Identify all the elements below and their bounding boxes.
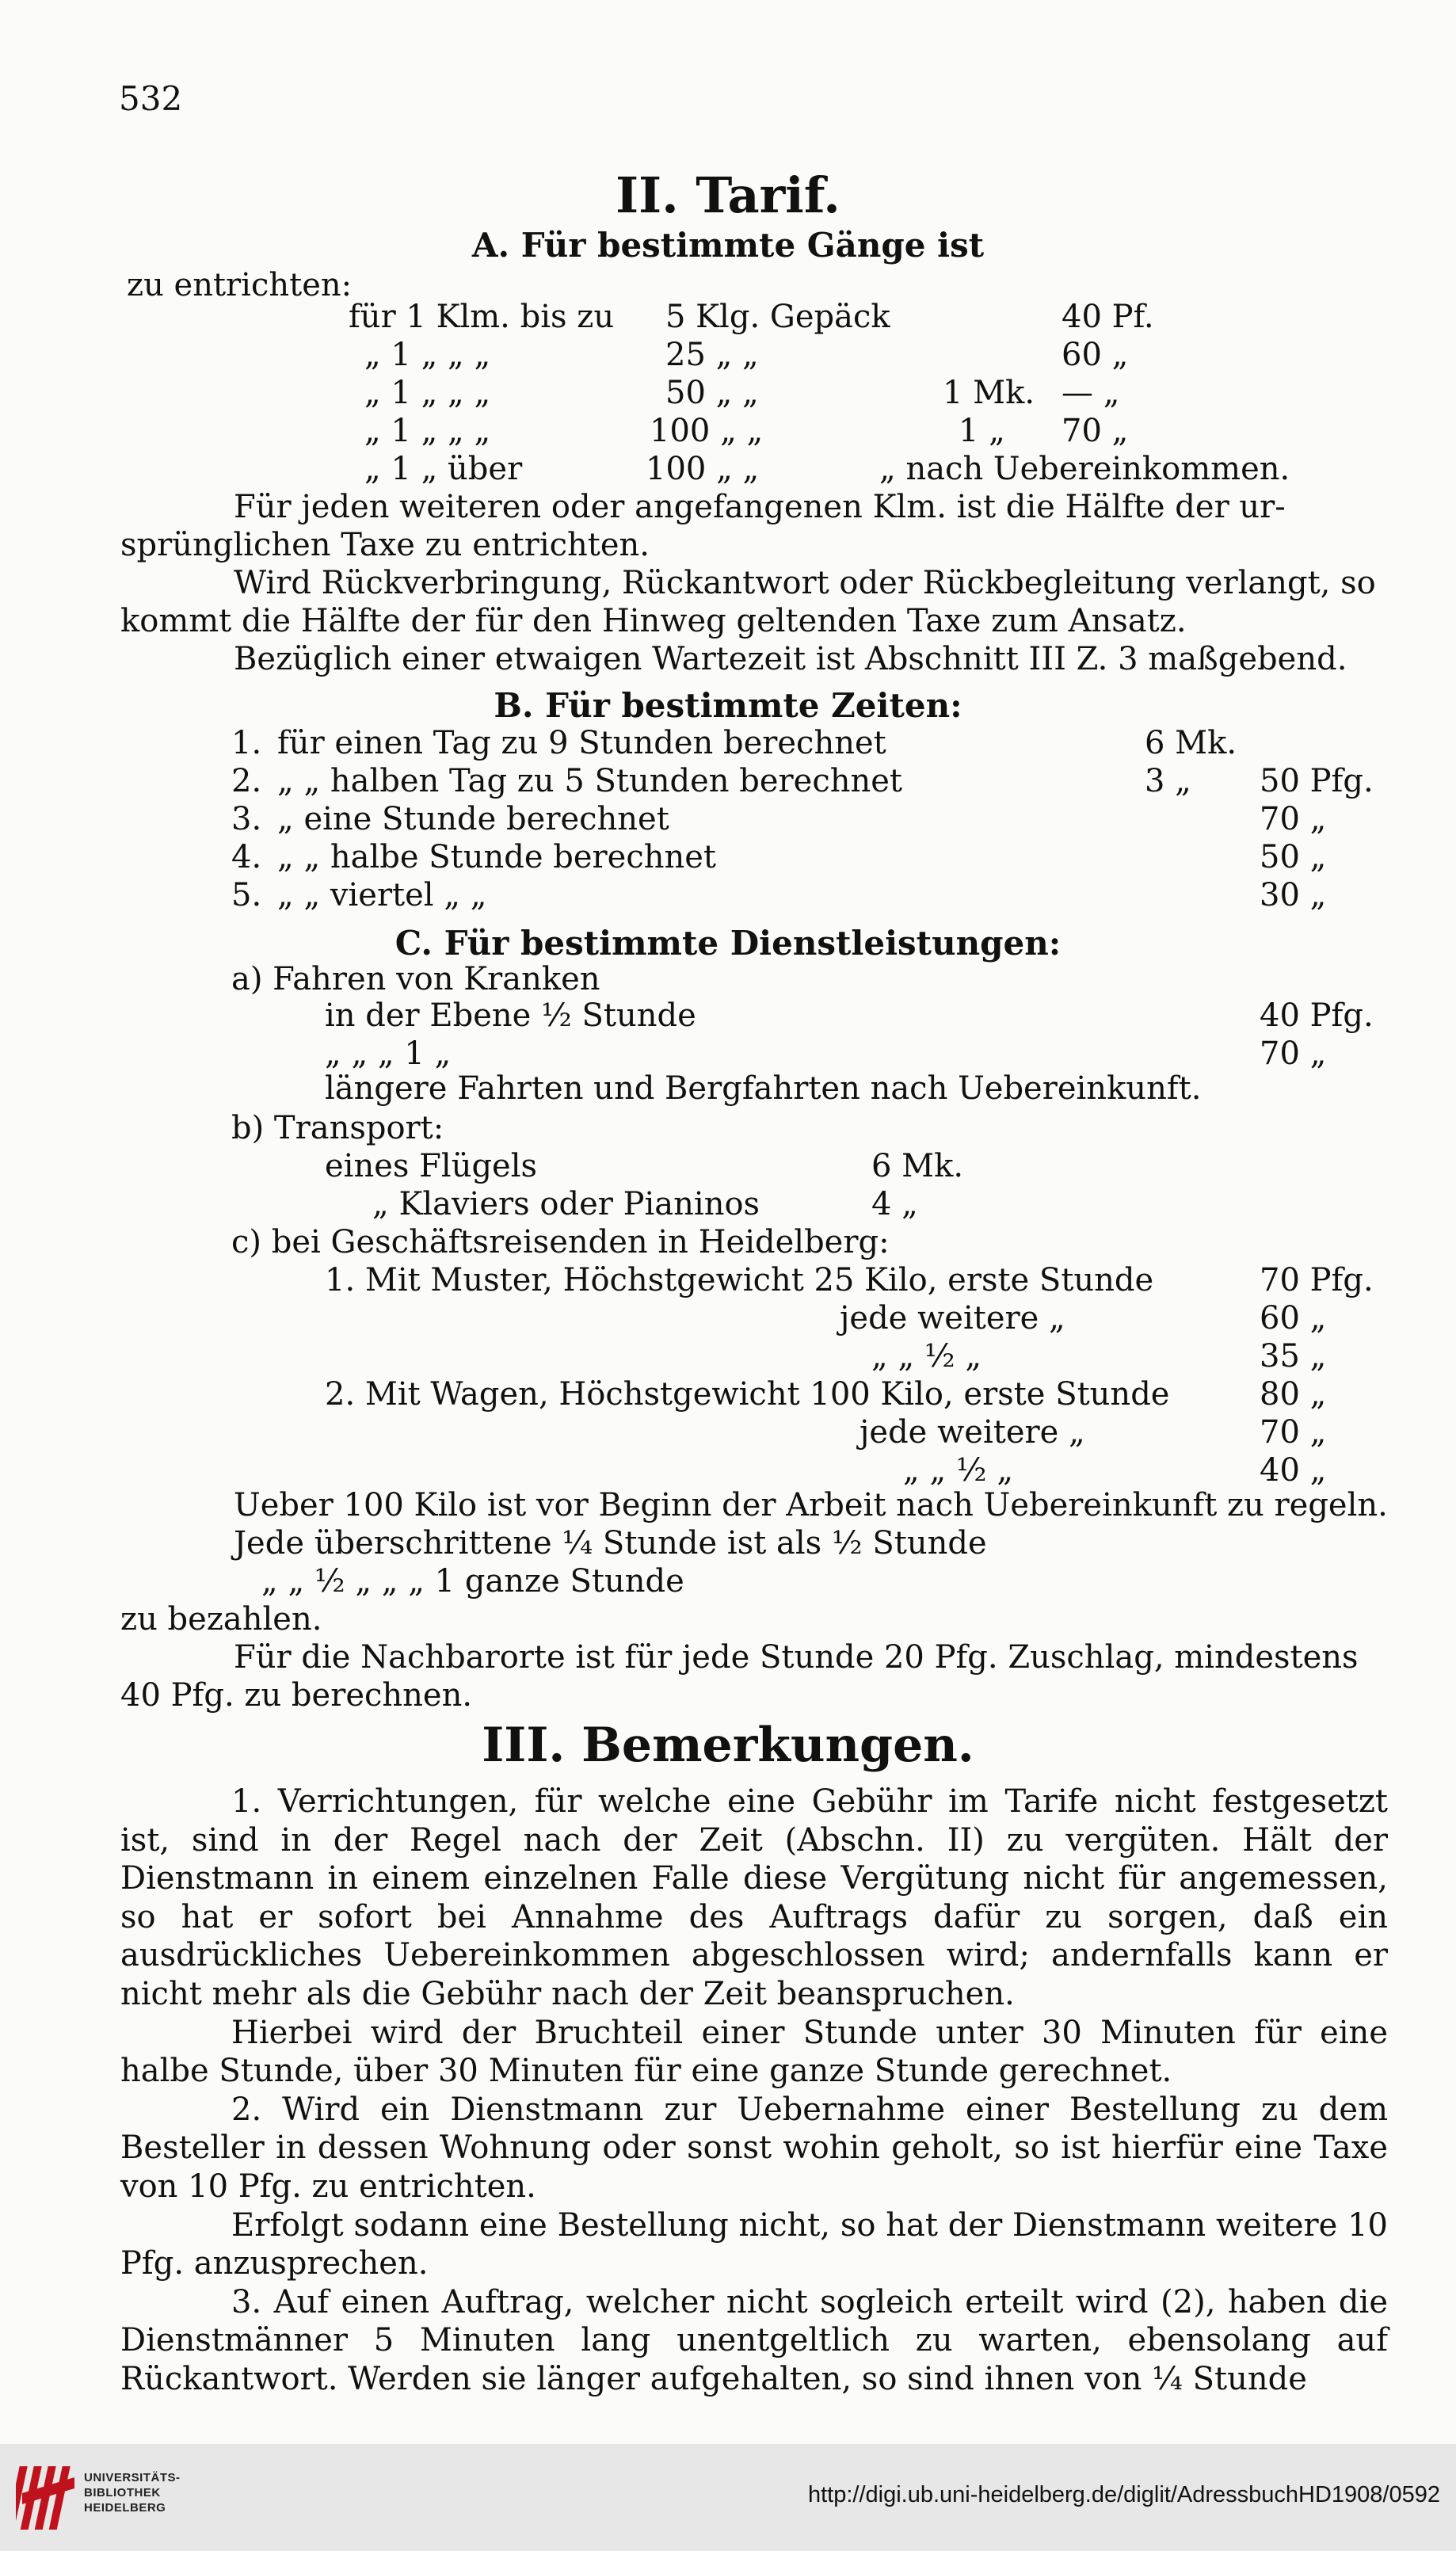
a-row-2-c2: 25 „ „ xyxy=(665,337,759,373)
section-title-tarif: II. Tarif. xyxy=(616,166,840,224)
remark-paragraph: Erfolgt sodann eine Bestellung nicht, so hat der Dienstmann weitere 10 Pfg. anzusprechen. xyxy=(120,2206,1388,2282)
a-row-4-c4: 70 „ xyxy=(1062,413,1129,449)
c-b-row-1-text: eines Flügels xyxy=(325,1148,538,1184)
b-row-4-num: 4. xyxy=(231,839,262,875)
a-row-4-c1: „ 1 „ „ „ xyxy=(364,413,491,449)
a-text-3: Wird Rückverbringung, Rückantwort oder Rückbegleitung verlangt, so xyxy=(234,565,1376,601)
b-row-1-mk: 6 Mk. xyxy=(1145,725,1237,761)
a-row-5-c2: 100 „ „ xyxy=(646,451,760,487)
a-row-5-c1: „ 1 „ über xyxy=(364,451,523,487)
library-name-line-2: BIBLIOTHEK xyxy=(84,2486,161,2500)
c-b-row-2-price: 4 „ xyxy=(871,1186,918,1222)
a-row-2-c4: 60 „ xyxy=(1062,337,1129,373)
b-row-4-text: „ „ halbe Stunde berechnet xyxy=(277,839,717,875)
b-row-3-text: „ eine Stunde berechnet xyxy=(277,801,669,837)
a-row-4-c3: 1 „ xyxy=(959,413,1005,449)
c-c-row-4-text: 2. Mit Wagen, Höchstgewicht 100 Kilo, erste Stunde xyxy=(325,1376,1170,1413)
b-row-5-pf: 30 „ xyxy=(1260,877,1327,913)
remark-paragraph: 1. Verrichtungen, für welche eine Gebühr im Tarife nicht festgesetzt ist, sind in der Regel nach der Zeit (Abschn. II) zu vergüten. Hält der Dienstmann in einem einzelnen Falle diese Vergütung nicht für angemessen, so hat er sofort bei Annahme des Auftrags dafür zu sorgen, daß ein ausdrückliches Uebereinkommen abgeschlossen wird; andernfalls kann er nicht mehr als die Gebühr nach der Zeit beanspruchen. xyxy=(120,1783,1388,2012)
library-name-line-3: HEIDELBERG xyxy=(84,2501,166,2515)
c-b-row-2-text: „ Klaviers oder Pianinos xyxy=(372,1186,760,1222)
section-title-bemerkungen: III. Bemerkungen. xyxy=(482,1718,974,1773)
b-row-2-pf: 50 Pfg. xyxy=(1260,763,1374,799)
remark-paragraph: Hierbei wird der Bruchteil einer Stunde unter 30 Minuten für eine halbe Stunde, über 30 Minuten für eine ganze Stunde gerechnet. xyxy=(120,2014,1388,2090)
subsection-a-title: A. Für bestimmte Gänge ist xyxy=(471,226,985,265)
c-c-row-3-text: „ „ ½ „ xyxy=(871,1338,982,1375)
c-text-2: Jede überschrittene ¼ Stunde ist als ½ Stunde xyxy=(234,1525,987,1561)
a-row-3-c1: „ 1 „ „ „ xyxy=(364,375,491,411)
remark-paragraph: 3. Auf einen Auftrag, welcher nicht sogleich erteilt wird (2), haben die Dienstmänner 5 Minuten lang unentgeltlich zu warten, ebensolang auf Rückantwort. Werden sie länger aufgehalten, so sind ihnen von ¼ Stunde xyxy=(120,2283,1388,2397)
a-row-4-c2: 100 „ „ xyxy=(650,413,764,449)
c-text-6: 40 Pfg. zu berechnen. xyxy=(120,1677,473,1714)
subsection-b-title: B. Für bestimmte Zeiten: xyxy=(494,686,962,725)
c-c-row-6-text: „ „ ½ „ xyxy=(903,1452,1014,1489)
c-a-row-2-price: 70 „ xyxy=(1260,1035,1327,1072)
c-c-row-2-price: 60 „ xyxy=(1260,1300,1327,1337)
c-c-row-1-price: 70 Pfg. xyxy=(1260,1262,1374,1298)
b-row-2-num: 2. xyxy=(231,763,262,799)
b-row-3-num: 3. xyxy=(231,801,262,837)
c-text-4: zu bezahlen. xyxy=(120,1601,322,1638)
b-row-2-mk: 3 „ xyxy=(1145,763,1191,799)
b-row-5-num: 5. xyxy=(231,877,262,913)
c-b-row-1-price: 6 Mk. xyxy=(871,1148,964,1184)
c-c-label: c) bei Geschäftsreisenden in Heidelberg: xyxy=(231,1224,890,1260)
c-c-row-1-text: 1. Mit Muster, Höchstgewicht 25 Kilo, erste Stunde xyxy=(325,1262,1154,1298)
c-c-row-6-price: 40 „ xyxy=(1260,1452,1327,1489)
a-text-5: Bezüglich einer etwaigen Wartezeit ist Abschnitt III Z. 3 maßgebend. xyxy=(234,641,1347,677)
c-text-5: Für die Nachbarorte ist für jede Stunde 20 Pfg. Zuschlag, mindestens xyxy=(234,1639,1359,1676)
remark-paragraph: 2. Wird ein Dienstmann zur Uebernahme einer Bestellung zu dem Besteller in dessen Wohnung oder sonst wohin geholt, so ist hierfür eine Taxe von 10 Pfg. zu entrichten. xyxy=(120,2091,1388,2205)
a-text-4: kommt die Hälfte der für den Hinweg geltenden Taxe zum Ansatz. xyxy=(120,603,1187,639)
b-row-1-num: 1. xyxy=(231,725,262,761)
a-intro: zu entrichten: xyxy=(127,267,353,303)
c-a-row-2-text: „ „ „ 1 „ xyxy=(325,1035,452,1072)
c-a-note: längere Fahrten und Bergfahrten nach Uebereinkunft. xyxy=(325,1070,1202,1107)
subsection-c-title: C. Für bestimmte Dienstleistungen: xyxy=(394,924,1062,963)
b-row-1-text: für einen Tag zu 9 Stunden berechnet xyxy=(277,725,886,761)
a-row-1-c4: 40 Pf. xyxy=(1062,299,1154,335)
c-c-row-2-text: jede weitere „ xyxy=(840,1300,1065,1337)
b-row-4-pf: 50 „ xyxy=(1260,839,1327,875)
a-text-2: sprünglichen Taxe zu entrichten. xyxy=(120,527,650,563)
b-row-5-text: „ „ viertel „ „ xyxy=(277,877,487,913)
a-row-1-c2: 5 Klg. Gepäck xyxy=(665,299,890,335)
library-name xyxy=(84,2470,181,2515)
c-text-3: „ „ ½ „ „ „ 1 ganze Stunde xyxy=(261,1563,684,1600)
c-c-row-5-text: jede weitere „ xyxy=(859,1414,1085,1451)
c-text-1: Ueber 100 Kilo ist vor Beginn der Arbeit nach Uebereinkunft zu regeln. xyxy=(234,1487,1388,1523)
a-row-5-c3: „ nach Uebereinkommen. xyxy=(879,451,1290,487)
page-number: 532 xyxy=(119,79,183,118)
c-c-row-5-price: 70 „ xyxy=(1260,1414,1327,1451)
library-name-line-1: UNIVERSITÄTS- xyxy=(84,2471,181,2484)
c-c-row-3-price: 35 „ xyxy=(1260,1338,1327,1375)
b-row-2-text: „ „ halben Tag zu 5 Stunden berechnet xyxy=(277,763,902,799)
a-row-3-c2: 50 „ „ xyxy=(665,375,759,411)
remarks-body xyxy=(120,1783,1388,2399)
a-text-1: Für jeden weiteren oder angefangenen Klm. ist die Hälfte der ur- xyxy=(234,489,1286,525)
a-row-3-c4: — „ xyxy=(1062,375,1120,411)
c-a-label: a) Fahren von Kranken xyxy=(231,961,600,997)
c-c-row-4-price: 80 „ xyxy=(1260,1376,1327,1413)
c-a-row-1-price: 40 Pfg. xyxy=(1260,997,1374,1034)
c-a-row-1-text: in der Ebene ½ Stunde xyxy=(325,997,696,1034)
a-row-2-c1: „ 1 „ „ „ xyxy=(364,337,491,373)
a-row-3-c3: 1 Mk. xyxy=(943,375,1035,411)
c-b-label: b) Transport: xyxy=(231,1110,444,1146)
footer-bar xyxy=(0,2444,1456,2551)
b-row-3-pf: 70 „ xyxy=(1260,801,1327,837)
source-url-link[interactable]: http://digi.ub.uni-heidelberg.de/diglit/AdressbuchHD1908/0592 xyxy=(807,2482,1440,2507)
library-logo-icon xyxy=(16,2461,79,2534)
a-row-1-c1: für 1 Klm. bis zu xyxy=(349,299,615,335)
